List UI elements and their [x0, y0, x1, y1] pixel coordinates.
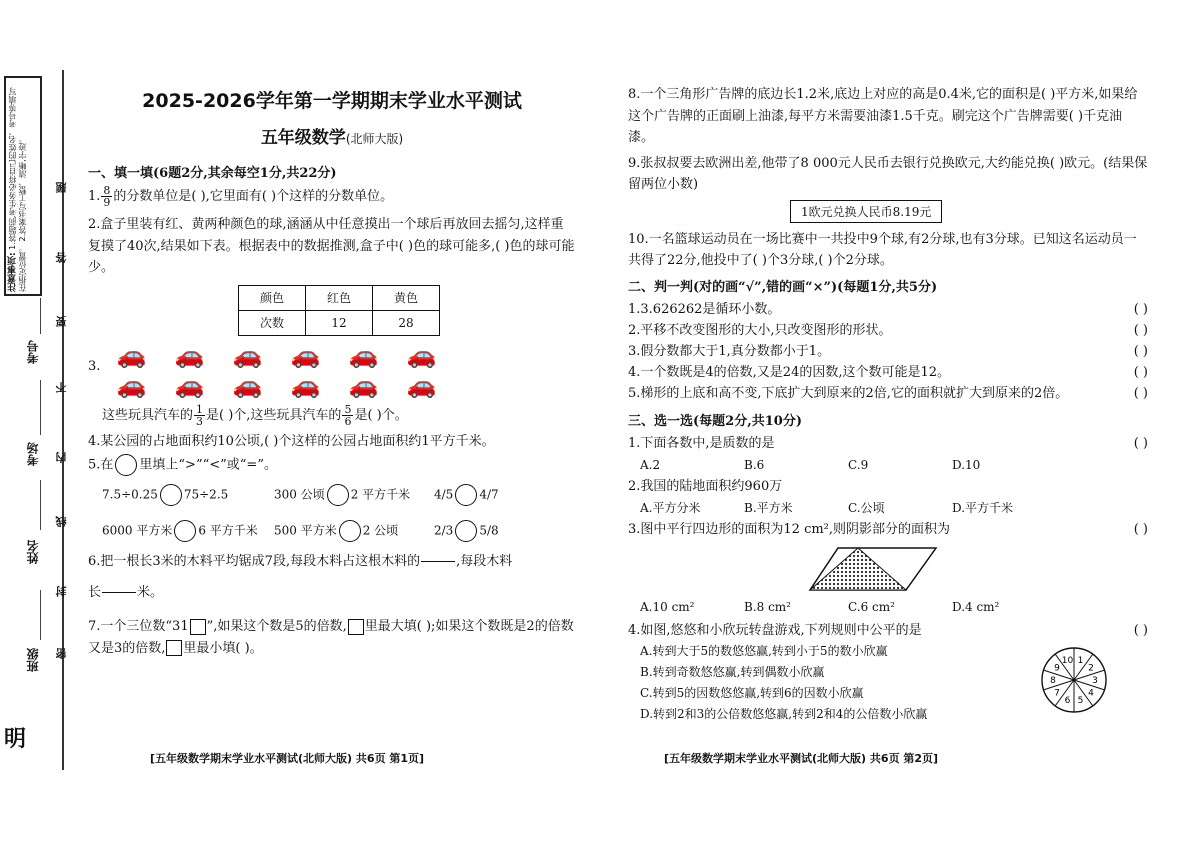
wheel-number: 5 [1077, 695, 1084, 706]
section-2-heading: 二、判一判(对的画“√”,错的画“×”)(每题1分,共5分) [628, 279, 938, 295]
section-1-heading: 一、填一填(6题2分,其余每空1分,共22分) [88, 166, 337, 181]
compare-right: 2 平方千米 [350, 487, 411, 502]
answer-paren[interactable]: ( ) [1133, 322, 1148, 338]
seal-word: 答 [55, 252, 68, 263]
q3-text: 这些玩具汽车的 [102, 407, 194, 423]
subject: 五年级数学 [260, 128, 346, 148]
seal-word: 密 [55, 648, 68, 659]
seal-word: 不 [55, 382, 68, 393]
compare-item [274, 484, 434, 506]
fraction [194, 404, 205, 427]
option[interactable]: C.公顷 [848, 500, 885, 515]
compare-item [434, 484, 584, 506]
compare-item [434, 520, 584, 542]
scribble-mark: 明 [4, 726, 27, 752]
compare-circle[interactable] [174, 520, 196, 542]
question-7 [88, 616, 576, 659]
option[interactable]: A.平方分米 [640, 500, 701, 515]
q6-text: ,每段木料 [456, 554, 513, 569]
answer-paren[interactable]: ( ) [1133, 622, 1148, 638]
choice-text: 4.如图,悠悠和小欣玩转盘游戏,下列规则中公平的是 [628, 622, 922, 638]
numerator: 5 [344, 402, 352, 416]
wheel-number: 8 [1050, 676, 1056, 686]
judge-item [628, 383, 1148, 404]
judge-text: 5.梯形的上底和高不变,下底扩大到原来的2倍,它的面积就扩大到原来的2倍。 [628, 385, 1069, 401]
option[interactable]: A.2 [640, 457, 661, 472]
wheel-number: 10 [1061, 656, 1074, 667]
notice-title: 注意事项: [8, 252, 18, 292]
numerator: 1 [196, 402, 204, 416]
ball-table [238, 285, 440, 336]
room-line [40, 380, 41, 435]
seal-word: 内 [55, 452, 68, 463]
choice-question-1 [628, 433, 1148, 454]
option[interactable]: D.10 [952, 457, 981, 472]
option[interactable]: C.6 cm² [848, 599, 895, 614]
q5-text: 5.在 [88, 457, 114, 473]
compare-left: 2/3 [434, 523, 454, 538]
question-1 [88, 185, 576, 208]
table-header: 红色 [306, 285, 373, 310]
seal-word: 要 [55, 316, 68, 327]
compare-circle[interactable] [115, 454, 137, 476]
denominator: 3 [196, 414, 204, 428]
choice-text: 3.图中平行四边形的面积为12 cm²,则阴影部分的面积为 [628, 521, 951, 537]
right-footer: [五年级数学期末学业水平测试(北师大版) 共6页 第2页] [664, 752, 939, 765]
label-name: 姓名 [26, 540, 40, 564]
question-6-cont [88, 581, 576, 604]
option[interactable]: B.8 cm² [744, 599, 791, 614]
table-header: 黄色 [373, 285, 440, 310]
question-3 [88, 342, 576, 398]
exam-subtitle [88, 123, 576, 148]
parallelogram-figure [808, 546, 1148, 596]
seal-word: 封 [55, 586, 68, 597]
choice-question-4 [628, 620, 1148, 641]
denominator: 9 [103, 196, 111, 209]
compare-item [274, 520, 434, 542]
option[interactable]: A.转到大于5的数悠悠赢,转到小于5的数小欣赢 [640, 643, 888, 658]
question-10 [628, 229, 1148, 272]
option[interactable]: B.平方米 [744, 500, 793, 515]
q3-text: 是( )个。 [354, 407, 408, 423]
spinner-wheel [1040, 646, 1108, 714]
answer-paren[interactable]: ( ) [1133, 521, 1148, 537]
q8-text: 8.一个三角形广告牌的底边长1.2米,底边上对应的高是0.4米,它的面积是( )平方米,如果给这个广告牌的正面刷上油漆,每平方米需要油漆1.5千克。刷完这个广告牌需要( )千克油漆。 [628, 87, 1138, 145]
numerator-blank [421, 550, 455, 562]
q5-text: 里填上“>”“<”或“=”。 [139, 457, 277, 473]
question-2 [88, 214, 576, 279]
table-cell: 次数 [239, 310, 306, 335]
option[interactable]: B.转到奇数悠悠赢,转到偶数小欣赢 [640, 664, 825, 679]
choice-options [640, 454, 1148, 476]
compare-right: 75÷2.5 [183, 487, 229, 502]
car-icon: 🚗 [232, 370, 263, 399]
label-class: 班级 [26, 648, 40, 672]
answer-paren[interactable]: ( ) [1133, 343, 1148, 359]
car-icon: 🚗 [406, 370, 437, 399]
option[interactable]: C.9 [848, 457, 869, 472]
class-line [40, 590, 41, 640]
option[interactable]: D.转到2和3的公倍数悠悠赢,转到2和4的公倍数小欣赢 [640, 706, 928, 721]
car-icon: 🚗 [348, 340, 379, 369]
answer-paren[interactable]: ( ) [1133, 385, 1148, 401]
wheel-number: 7 [1054, 688, 1060, 699]
q4-text: 4.某公园的占地面积约10公顷,( )个这样的公园占地面积约1平方千米。 [88, 433, 495, 449]
denominator: 6 [344, 414, 352, 428]
question-9 [628, 153, 1148, 196]
compare-circle[interactable] [160, 484, 182, 506]
notice-line-2: 2.答案书写工整、清晰,字迹。 [18, 135, 27, 242]
car-grid [106, 342, 446, 398]
question-5 [88, 454, 576, 476]
wheel-number: 9 [1054, 663, 1060, 674]
q7-text: ”,如果这个数是5的倍数, [206, 619, 347, 634]
digit-box[interactable] [166, 640, 182, 656]
compare-circle[interactable] [339, 520, 361, 542]
wheel-number: 3 [1092, 676, 1098, 686]
compare-item [102, 520, 274, 542]
compare-left: 6000 平方米 [102, 523, 173, 538]
edition: (北师大版) [345, 132, 404, 146]
q7-text: 里最小填( )。 [183, 640, 263, 656]
spinner-sectors [1042, 648, 1106, 712]
notice-box [4, 76, 42, 296]
parallelogram-svg [808, 546, 938, 592]
question-4 [88, 431, 576, 453]
label-room: 考场 [26, 442, 40, 466]
table-cell: 28 [373, 310, 440, 335]
car-icon: 🚗 [232, 340, 263, 369]
choice-question-3 [628, 519, 1148, 540]
binding-strip [0, 70, 68, 770]
answer-paren[interactable]: ( ) [1133, 301, 1148, 317]
judge-item [628, 341, 1148, 362]
choice-text: 2.我国的陆地面积约960万 [628, 478, 783, 494]
q1-number: 1. [88, 189, 101, 204]
wheel-number: 6 [1064, 695, 1071, 706]
car-icon: 🚗 [348, 370, 379, 399]
judge-text: 4.一个数既是4的倍数,又是24的因数,这个数可能是12。 [628, 364, 951, 380]
car-icon: 🚗 [116, 370, 147, 399]
compare-right: 2 公顷 [362, 523, 399, 538]
compare-left: 500 平方米 [274, 523, 337, 538]
compare-grid [102, 484, 576, 542]
car-icon: 🚗 [116, 340, 147, 369]
question-3-text [102, 404, 576, 427]
name-line [40, 480, 41, 530]
answer-paren[interactable]: ( ) [1133, 364, 1148, 380]
q3-number: 3. [88, 358, 101, 374]
q7-text: 7.一个三位数“31 [88, 619, 189, 634]
denominator-blank [421, 562, 455, 573]
digit-box[interactable] [348, 619, 364, 635]
binding-vertical-line [62, 70, 64, 770]
denominator-blank [102, 593, 136, 604]
q6-text: 米。 [137, 585, 164, 600]
option[interactable]: D.4 cm² [952, 599, 1000, 614]
q3-text: 是( )个,这些玩具汽车的 [206, 407, 342, 423]
question-8 [628, 84, 1148, 149]
label-number: 考号 [26, 340, 40, 364]
choice-text: 1.下面各数中,是质数的是 [628, 435, 775, 451]
judge-item [628, 362, 1148, 383]
choice-options [640, 497, 1148, 519]
car-icon: 🚗 [174, 340, 205, 369]
left-footer: [五年级数学期末学业水平测试(北师大版) 共6页 第1页] [150, 752, 425, 765]
compare-left: 300 公顷 [274, 487, 325, 502]
q1-text: 的分数单位是( ),它里面有( )个这样的分数单位。 [113, 189, 394, 204]
q2-text: 2.盒子里装有红、黄两种颜色的球,涵涵从中任意摸出一个球后再放回去摇匀,这样重复摸了40次,结果如下表。根据表中的数据推测,盒子中( )色的球可能多,( )色的球可能少。 [88, 217, 575, 275]
option[interactable]: B.6 [744, 457, 765, 472]
choice-options [640, 596, 1148, 618]
car-icon: 🚗 [290, 340, 321, 369]
car-icon: 🚗 [406, 340, 437, 369]
wheel-number: 2 [1088, 663, 1094, 674]
table-header: 颜色 [239, 285, 306, 310]
fraction [342, 404, 353, 427]
compare-circle[interactable] [455, 484, 477, 506]
compare-left: 4/5 [434, 487, 454, 502]
exchange-rate-box: 1欧元兑换人民币8.19元 [790, 200, 942, 223]
compare-right: 5/8 [479, 523, 499, 538]
right-page [628, 84, 1148, 725]
judge-text: 1.3.626262是循环小数。 [628, 301, 781, 317]
q7-text: 里最大填( );如果这个数既是2的倍数又是3的倍数, [88, 619, 574, 656]
answer-paren[interactable]: ( ) [1133, 435, 1148, 451]
option[interactable]: C.转到5的因数悠悠赢,转到6的因数小欣赢 [640, 685, 864, 700]
left-page [88, 86, 576, 659]
numerator: 8 [103, 184, 111, 197]
choice-question-2 [628, 476, 1148, 497]
car-icon: 🚗 [174, 370, 205, 399]
wheel-number: 1 [1077, 656, 1084, 667]
judge-item [628, 320, 1148, 341]
q6-text: 6.把一根长3米的木料平均锯成7段,每段木料占这根木料的 [88, 554, 421, 569]
digit-box[interactable] [190, 619, 206, 635]
option[interactable]: D.平方千米 [952, 500, 1014, 515]
fraction-blank[interactable] [421, 550, 455, 573]
section-3-heading: 三、选一选(每题2分,共10分) [628, 413, 802, 429]
question-6 [88, 550, 576, 573]
compare-right: 4/7 [479, 487, 499, 502]
numerator-blank [102, 581, 136, 593]
compare-item [102, 484, 274, 506]
notice-line-1: 1.答题前,考生务必将自己的姓名、考号等填写在指定位置。 [8, 87, 27, 292]
judge-item [628, 299, 1148, 320]
judge-text: 2.平移不改变图形的大小,只改变图形的形状。 [628, 322, 892, 338]
fraction-blank[interactable] [102, 581, 136, 604]
number-line [40, 298, 41, 334]
exam-title: 2025-2026学年第一学期期末学业水平测试 [142, 90, 522, 112]
q10-text: 10.一名篮球运动员在一场比赛中一共投中9个球,有2分球,也有3分球。已知这名运动员一共得了22分,他投中了( )个3分球,( )个2分球。 [628, 231, 1137, 268]
car-icon: 🚗 [290, 370, 321, 399]
seal-word: 题 [55, 182, 68, 193]
table-cell: 12 [306, 310, 373, 335]
compare-circle[interactable] [455, 520, 477, 542]
fraction [101, 185, 112, 208]
q6-text: 长 [88, 585, 102, 600]
compare-circle[interactable] [327, 484, 349, 506]
judge-text: 3.假分数都大于1,真分数都小于1。 [628, 343, 831, 359]
compare-right: 6 平方千米 [198, 523, 258, 538]
wheel-number: 4 [1088, 688, 1094, 699]
seal-word: 线 [55, 516, 68, 527]
compare-left: 7.5÷0.25 [102, 487, 158, 502]
q9-text: 9.张叔叔要去欧洲出差,他带了8 000元人民币去银行兑换欧元,大约能兑换( )欧元。(结果保留两位小数) [628, 155, 1148, 192]
option[interactable]: A.10 cm² [640, 599, 695, 614]
